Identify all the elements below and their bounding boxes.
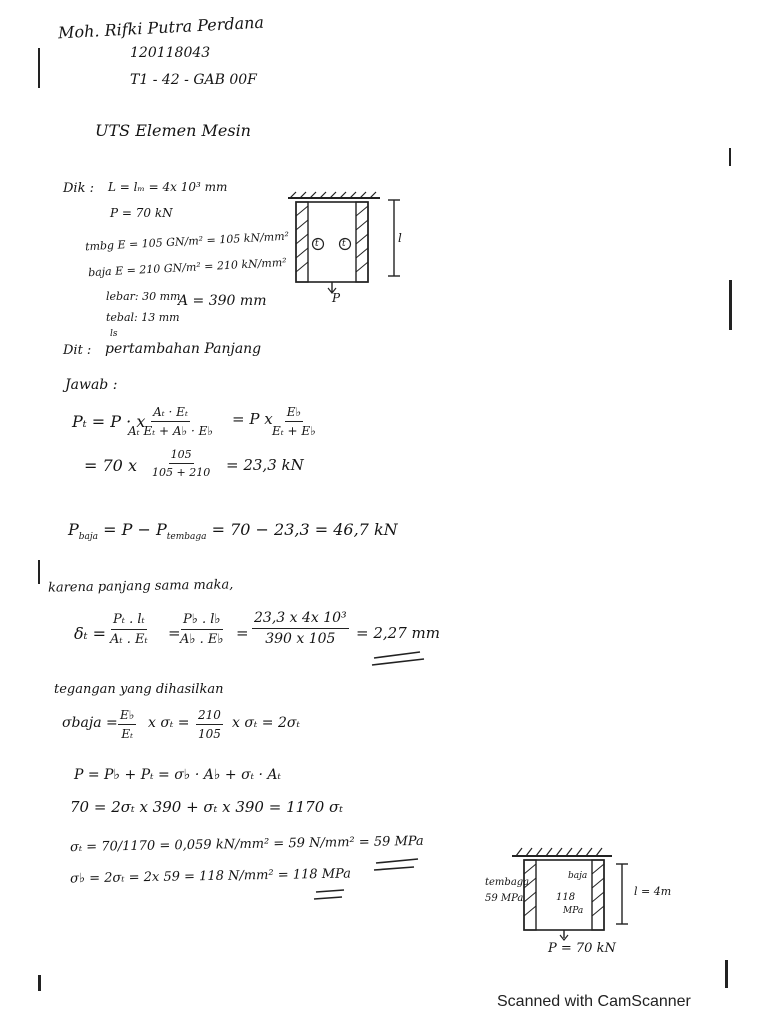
eq4-den-1: Aₜ . Eₜ: [110, 632, 148, 647]
eq1-lhs: Pₜ = P · x: [72, 412, 146, 431]
eq2-fraction: [150, 448, 212, 479]
eq2-result: = 23,3 kN: [226, 456, 304, 474]
eq4-fraction-1: [108, 612, 150, 647]
diagram-2-stress-value: 118: [556, 892, 576, 903]
eq5-mid: x σₜ =: [148, 715, 190, 731]
eq1-den-1: Aₜ Eₜ + A♭ · E♭: [128, 424, 214, 438]
diagram-1-marker-left: t: [315, 239, 319, 249]
scan-edge-left: [38, 48, 40, 88]
eq5-result: x σₜ = 2σₜ: [232, 715, 300, 731]
note-same-length: karena panjang sama maka,: [47, 577, 234, 596]
given-width: lebar: 30 mm: [106, 290, 181, 303]
eq2-num: 105: [169, 448, 194, 464]
eq4-num-2: P♭ . l♭: [181, 612, 223, 630]
student-nim: 120118043: [130, 45, 211, 61]
diagram-2-tembaga-label: tembaga: [485, 877, 530, 888]
diagram-2-length-label: l = 4m: [634, 885, 672, 898]
eq4-result: = 2,27 mm: [356, 624, 440, 642]
eq5-num-2: 210: [196, 708, 223, 725]
eq1-fraction-1: [126, 405, 215, 438]
eq5-fraction-1: [118, 708, 136, 741]
note-stress: tegangan yang dihasilkan: [54, 682, 224, 697]
given-area: A = 390 mm: [178, 293, 267, 309]
eq4-result-underline: [370, 648, 430, 668]
eq4-fraction-3: [252, 610, 349, 647]
given-ls: ls: [110, 329, 118, 339]
eq2-den: 105 + 210: [152, 466, 211, 479]
bar-diagram-1: [282, 192, 412, 312]
eq1-den-2: Eₜ + E♭: [272, 424, 316, 438]
diagram-2-tembaga-stress: 59 MPa: [485, 893, 524, 904]
scan-edge-right-2: [729, 280, 732, 330]
diagram-1-length-label: l: [398, 231, 402, 245]
eq5-lhs: σbaja =: [62, 715, 118, 731]
eq4-num-1: Pₜ . lₜ: [111, 612, 147, 630]
eq3-p-letter: P: [68, 520, 79, 539]
given-thickness: tebal: 13 mm: [106, 311, 180, 324]
eq4-num-3: 23,3 x 4x 10³: [252, 610, 349, 629]
exam-title: UTS Elemen Mesin: [95, 121, 251, 140]
eq5-den-1: Eₜ: [121, 727, 134, 741]
given-label: Dik :: [63, 181, 94, 196]
scan-edge-left-2: [38, 560, 40, 584]
given-e-baja: baja E = 210 GN/m² = 210 kN/mm²: [87, 255, 287, 280]
eq8-underline: [372, 855, 432, 875]
eq4-den-2: A♭ . E♭: [180, 632, 224, 647]
answer-label: Jawab :: [65, 377, 118, 393]
diagram-1-marker-right: t: [342, 239, 346, 249]
eq4-eq-2: =: [236, 624, 249, 642]
diagram-2-baja-label: baja: [568, 871, 588, 881]
eq3-sub-tembaga: tembaga: [166, 532, 207, 543]
given-e-tembaga: tmbg E = 105 GN/m² = 105 kN/mm²: [84, 229, 290, 254]
scan-edge-left-3: [38, 975, 41, 991]
eq3-p: [68, 522, 398, 542]
diagram-2-load-label: P = 70 kN: [548, 941, 616, 956]
eq5-fraction-2: [196, 708, 223, 741]
eq9: σ♭ = 2σₜ = 2x 59 = 118 N/mm² = 118 MPa: [69, 866, 352, 887]
eq4-lhs: δₜ =: [74, 624, 107, 643]
eq3-sub-baja: baja: [78, 532, 99, 543]
diagram-2-stress-unit: MPa: [563, 906, 584, 916]
camscanner-watermark: Scanned with CamScanner: [497, 993, 691, 1010]
scan-edge-right-3: [725, 960, 728, 988]
student-class: T1 - 42 - GAB 00F: [130, 72, 257, 88]
eq1-fraction-2: [270, 405, 318, 438]
given-length: L = lₘ = 4x 10³ mm: [108, 180, 228, 194]
eq1-num-1: Aₜ · Eₜ: [151, 405, 190, 422]
eq6: P = P♭ + Pₜ = σ♭ · A♭ + σₜ · Aₜ: [74, 767, 281, 783]
eq4-fraction-2: [178, 612, 226, 647]
scan-edge-right: [729, 148, 731, 166]
eq8: σₜ = 70/1170 = 0,059 kN/mm² = 59 N/mm² = 59 MPa: [69, 833, 424, 856]
eq4-eq-1: =: [168, 624, 181, 642]
eq4-den-3: 390 x 105: [265, 631, 336, 647]
eq5-den-2: 105: [198, 727, 221, 741]
eq9-underline: [312, 886, 352, 904]
eq2-lhs: = 70 x: [84, 456, 137, 475]
eq5-num-1: E♭: [118, 708, 136, 725]
asked-label: Dit :: [63, 343, 92, 358]
eq1-equals: = P x: [232, 410, 273, 428]
eq3-result: = 70 − 23,3 = 46,7 kN: [211, 520, 398, 539]
eq1-num-2: E♭: [285, 405, 303, 422]
diagram-1-load-label: P: [332, 291, 341, 305]
eq7: 70 = 2σₜ x 390 + σₜ x 390 = 1170 σₜ: [70, 798, 343, 816]
eq3-mid: = P − P: [103, 520, 167, 539]
asked-text: pertambahan Panjang: [105, 341, 262, 357]
student-name: Moh. Rifki Putra Perdana: [57, 12, 265, 43]
given-force: P = 70 kN: [110, 206, 173, 220]
